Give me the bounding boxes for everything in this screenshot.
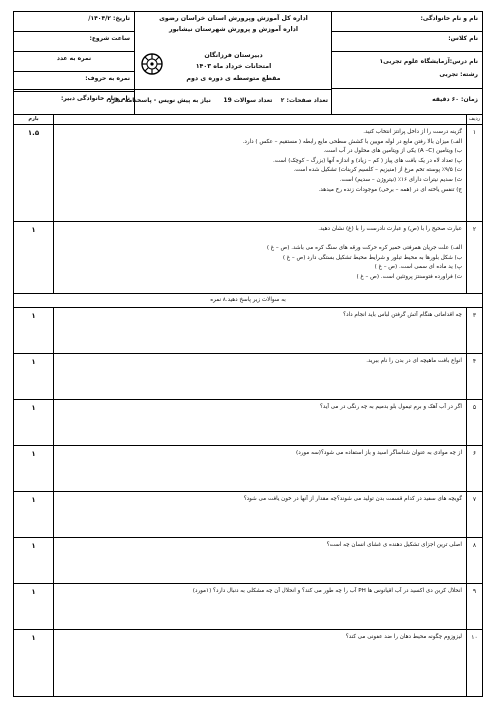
question-text: گویچه های سفید در کدام قسمت بدن تولید می شوند؟چه مقدار از آنها در خون یافت می شود؟ [243, 496, 462, 502]
question-line: پ) تعداد لاه در یک بافت های پیاز ( کم – زیاد) و اندازه آنها (بزرگ – کوچک) است. [272, 157, 462, 164]
score-header: بارم [14, 115, 54, 124]
question-row [14, 630, 482, 696]
question-row [14, 354, 482, 400]
question-number: ۵ [466, 400, 482, 445]
course-info [332, 52, 482, 89]
question-text: انواع بافت ماهیچه ای در بدن را نام ببرید. [366, 358, 462, 364]
question-line: گزینه درست را از داخل پرانتز انتخاب کنید. [363, 129, 462, 135]
question-number: ۳ [466, 308, 482, 353]
section-note: به سوالات زیر پاسخ دهید.۸ نمره [210, 297, 286, 303]
question-text: لیزوزوم چگونه محیط دهان را ضد عفونی می کند؟ [345, 634, 462, 640]
exam-page [13, 11, 483, 691]
date-field[interactable]: تاریخ: ۱۴۰۴/۲/ [14, 12, 134, 32]
student-info-column [331, 12, 482, 114]
section-note-row [14, 294, 482, 308]
exam-title: امتحانات خرداد ماه ۱۴۰۳ [195, 63, 272, 70]
questions-table [13, 115, 483, 697]
field-label: رشته: تجربی [439, 71, 478, 78]
question-body [58, 128, 462, 195]
question-line: الف) علت جریان همرفتی خمیر کره حرکت ورقه های سنگ کره می باشد. (ص – غ ) [266, 245, 462, 252]
question-row [14, 584, 482, 630]
question-line [58, 235, 462, 245]
exam-header [13, 11, 483, 115]
question-text: از چه موادی به عنوان شناساگر اسید و باز استفاده می شود؟(سه مورد) [296, 450, 462, 456]
pages-label: تعداد صفحات: ۲ [280, 97, 328, 104]
question-text: اگر در آب آهک و برم تیمول بلو بدمیم به چه رنگی در می آید؟ [319, 404, 462, 410]
question-score: ۱ [14, 400, 54, 445]
question-number: ۱ [466, 125, 482, 221]
question-line: ب) ویتامین (A –C) یکی از ویتامین های محلول در آب است. [323, 148, 462, 155]
question-row [14, 492, 482, 538]
question-number: ۱۰ [466, 630, 482, 696]
question-score: ۱ [14, 492, 54, 537]
school-logo-icon [140, 52, 164, 76]
school-name: دبیرستان فرزانگان [204, 52, 263, 59]
question-row [14, 222, 482, 294]
question-line: عبارت صحیح را با (ص) و عبارت نادرست را با (غ) نشان دهید. [318, 226, 462, 232]
question-line: ث) سدیم نیترات دارای ۱۶٪ (نیتروژن – سدیم) است. [339, 176, 462, 183]
table-header-row [14, 115, 482, 125]
question-score: ۱ [14, 584, 54, 629]
row-number-header: ردیف [466, 115, 482, 124]
questions-count-label: تعداد سوالات 19 [223, 97, 273, 104]
question-row [14, 400, 482, 446]
question-row [14, 538, 482, 584]
question-number: ۶ [466, 446, 482, 491]
question-score: ۱.۵ [14, 125, 54, 221]
question-score: ۱ [14, 222, 54, 293]
start-time-field[interactable]: ساعت شروع: [14, 32, 134, 52]
question-number: ۹ [466, 584, 482, 629]
score-text-field[interactable]: نمره به حروف: [14, 72, 134, 92]
class-field[interactable]: نام کلاس: [332, 32, 482, 52]
student-name-field[interactable]: نام و نام خانوادگی: [332, 12, 482, 32]
score-number-field[interactable]: نمره به عدد [14, 52, 134, 72]
question-line: ت) فراورده فتوسنتز پروتئین است. (ص – غ ) [356, 273, 462, 280]
question-score: ۱ [14, 354, 54, 399]
teacher-name-field[interactable]: نام ونام خانوادگی دبیر: [60, 95, 130, 102]
question-score: ۱ [14, 308, 54, 353]
exam-admin-column [14, 12, 135, 114]
question-text: انحلال کربن دی اکسید در آب اقیانوس ها PH آب را چه طور می کند؟ و انحلال آن چه مشکلی به دنبال دارد؟ (۱مورد) [192, 588, 462, 594]
question-body [58, 225, 462, 283]
question-score: ۱ [14, 446, 54, 491]
question-number: ۷ [466, 492, 482, 537]
question-line: الف) میزان بالا رفتن مایع در لوله مویین با کشش سطحی مایع رابطه ( مستقیم – عکس ) دارد. [242, 138, 462, 145]
question-number: ۴ [466, 354, 482, 399]
question-text: چه اقداماتی هنگام آتش گرفتن لباس باید انجام داد؟ [343, 312, 462, 318]
question-row [14, 308, 482, 354]
question-text: اصلی ترین اجزای تشکیل دهنده ی غشای انسان چه است؟ [326, 542, 462, 548]
question-row [14, 125, 482, 222]
question-line: ج) تنفس یاخته ای در (همه – برخی) موجودات زنده رخ میدهد. [318, 186, 462, 193]
notes-label: نیاز به پیش نویس - پاسخنامه ندارد [108, 97, 211, 104]
course-label: نام درس:آزمایشگاه علوم تجربی۱ [379, 58, 478, 65]
question-score: ۱ [14, 538, 54, 583]
question-number: ۸ [466, 538, 482, 583]
question-row [14, 446, 482, 492]
question-score: ۱ [14, 630, 54, 696]
org-line2: اداره آموزش و پرورش شهرستان نیشابور [168, 26, 298, 33]
question-line: پ) ید ماده ای سمی است. (ص – غ ) [374, 264, 462, 271]
grade-label: مقطع متوسطه ی دوره ی دوم [186, 75, 281, 82]
question-line: ت) ۹/۵٪ پوسته تخم مرغ از (منیزیم – کلسیم کربنات) تشکیل شده است. [293, 167, 462, 174]
time-label: زمان: ۶۰ دقیقه [432, 96, 478, 103]
org-line1: اداره کل آموزش وپرورش استان خراسان رضوی [159, 15, 308, 22]
question-number: ۲ [466, 222, 482, 293]
question-line: ب) شکل بلورها به محیط تبلور و شرایط محیط تشکیل بستگی دارد (ص – غ ) [282, 254, 462, 261]
